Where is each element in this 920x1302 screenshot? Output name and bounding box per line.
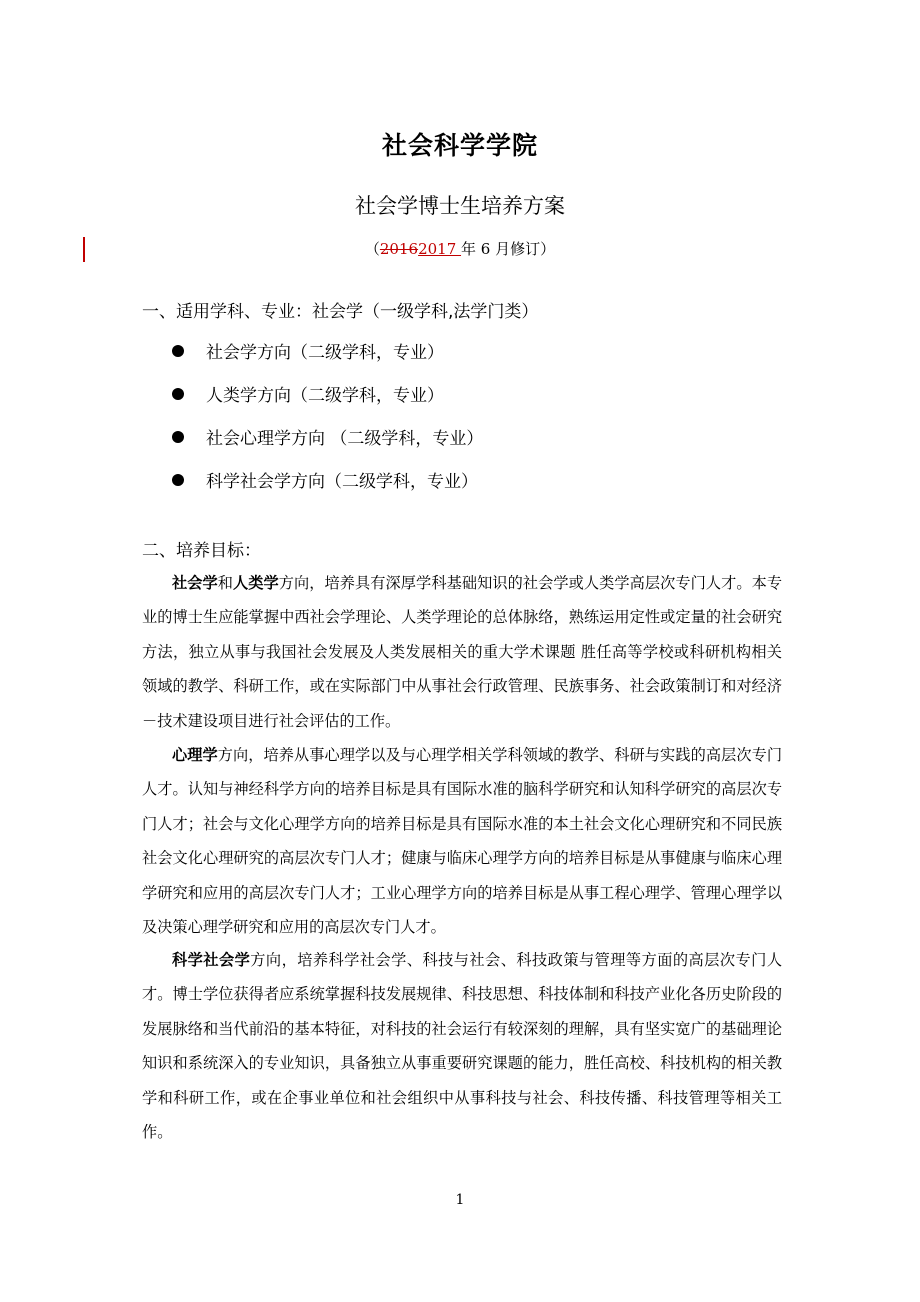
revision-deleted-year: 2016	[379, 240, 419, 258]
revision-rest: 年 6 月修订）	[461, 240, 556, 258]
bullet-icon	[172, 474, 184, 486]
para1-mid: 和	[217, 574, 234, 592]
bullet-icon	[172, 431, 184, 443]
paragraph-science-sociology	[142, 943, 782, 1149]
list-item	[172, 381, 444, 406]
paragraph-psychology	[142, 738, 782, 944]
bullet-icon	[172, 388, 184, 400]
para1-bold-2: 人类学	[233, 574, 279, 592]
bullet-icon	[172, 345, 184, 357]
section2-heading: 二、培养目标：	[142, 541, 261, 561]
para2-text: 方向，培养从事心理学以及与心理学相关学科领域的教学、科研与实践的高层次专门人才。认知与神经科学方向的培养目标是具有国际水准的脑科学研究和认知科学研究的高层次专门人才；社会与文化心理学方向的培养目标是具有国际水准的本土社会文化心理研究和不同民族社会文化心理研究的高层次专门人才；健康与临床心理学方向的培养目标是从事健康与临床心理学研究和应用的高层次专门人才；工业心理学方向的培养目标是从事工程心理学、管理心理学以及决策心理学研究和应用的高层次专门人才。	[142, 746, 783, 937]
list-item-label: 社会学方向（二级学科，专业）	[206, 343, 444, 363]
revision-note	[0, 238, 920, 259]
para1-bold-1: 社会学	[172, 574, 218, 592]
list-item	[172, 467, 478, 492]
list-item-label: 社会心理学方向 （二级学科，专业）	[206, 429, 484, 449]
revision-open: （	[364, 240, 380, 258]
para1-text: 方向，培养具有深厚学科基础知识的社会学或人类学高层次专门人才。本专业的博士生应能掌握中西社会学理论、人类学理论的总体脉络，熟练运用定性或定量的社会研究方法，独立从事与我国社会发展及人类发展相关的重大学术课题 胜任高等学校或科研机构相关领域的教学、科研工作，或在实际部门中从事社会行政管理、民族事务、社会政策制订和对经济－技术建设项目进行社会评估的工作。	[142, 574, 783, 730]
list-item	[172, 338, 444, 363]
revision-inserted-year: 2017	[418, 240, 462, 258]
para3-bold: 科学社会学	[172, 951, 251, 969]
section1-heading: 一、适用学科、专业：社会学（一级学科,法学门类）	[142, 302, 539, 322]
page-number: 1	[455, 1192, 465, 1208]
para2-bold: 心理学	[172, 746, 218, 764]
list-item-label: 科学社会学方向（二级学科，专业）	[206, 472, 478, 492]
list-item	[172, 424, 483, 449]
para3-text: 方向，培养科学社会学、科技与社会、科技政策与管理等方面的高层次专门人才。博士学位获得者应系统掌握科技发展规律、科技思想、科技体制和科技产业化各历史阶段的发展脉络和当代前沿的基本特征，对科技的社会运行有较深刻的理解，具有坚实宽广的基础理论知识和系统深入的专业知识，具备独立从事重要研究课题的能力，胜任高校、科技机构的相关教学和科研工作，或在企事业单位和社会组织中从事科技与社会、科技传播、科技管理等相关工作。	[142, 951, 783, 1142]
college-title: 社会科学学院	[381, 131, 538, 160]
program-title: 社会学博士生培养方案	[355, 194, 565, 218]
list-item-label: 人类学方向（二级学科，专业）	[206, 386, 444, 406]
paragraph-sociology	[142, 566, 782, 738]
